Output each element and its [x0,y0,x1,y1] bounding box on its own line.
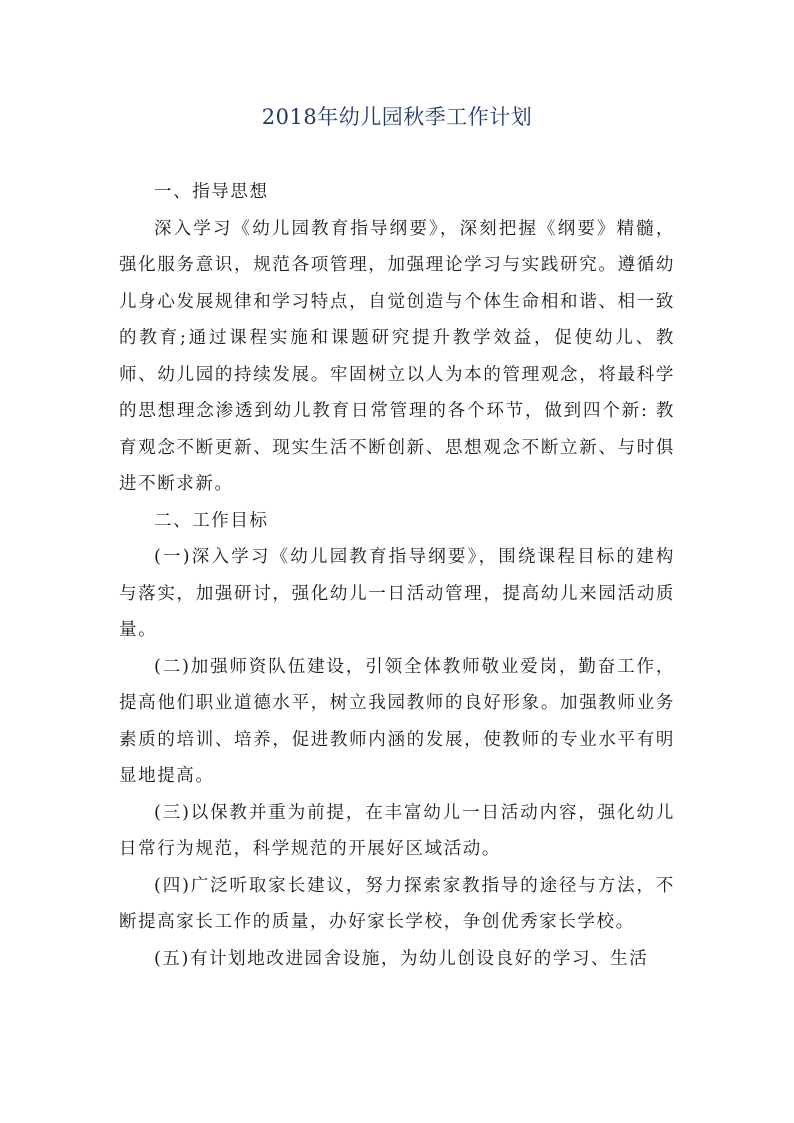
document-title: 2018年幼儿园秋季工作计划 [261,105,533,129]
paragraph-goal-3: (三)以保教并重为前提，在丰富幼儿一日活动内容，强化幼儿日常行为规范，科学规范的开展好区域活动。 [119,802,675,859]
section-heading-work-goals: 二、工作目标 [154,510,269,531]
document-body [119,174,675,977]
paragraph-goal-5: (五)有计划地改进园舍设施，为幼儿创设良好的学习、生活 [154,948,649,969]
paragraph-goal-2: (二)加强师资队伍建设，引领全体教师敬业爱岗，勤奋工作，提高他们职业道德水平，树立我园教师的良好形象。加强教师业务素质的培训、培养，促进教师内涵的发展，使教师的专业水平有明显地提高。 [119,656,675,786]
section-heading-guiding-ideology: 一、指导思想 [154,182,269,202]
paragraph-goal-4: (四)广泛听取家长建议，努力探索家教指导的途径与方法，不断提高家长工作的质量，办好家长学校，争创优秀家长学校。 [119,875,675,932]
paragraph-goal-1: (一)深入学习《幼儿园教育指导纲要》，围绕课程目标的建构与落实，加强研讨，强化幼儿一日活动管理，提高幼儿来园活动质量。 [119,547,675,640]
paragraph-guiding-ideology: 深入学习《幼儿园教育指导纲要》，深刻把握《纲要》精髓，强化服务意识，规范各项管理，加强理论学习与实践研究。遵循幼儿身心发展规律和学习特点，自觉创造与个体生命相和谐、相一致的教育;通过课程实施和课题研究提升教学效益，促使幼儿、教师、幼儿园的持续发展。牢固树立以人为本的管理观念，将最科学的思想理念渗透到幼儿教育日常管理的各个环节，做到四个新: 教育观念不断更新、现实生活不断创新、思想观念不断立新、与时俱进不断求新。 [119,218,675,494]
